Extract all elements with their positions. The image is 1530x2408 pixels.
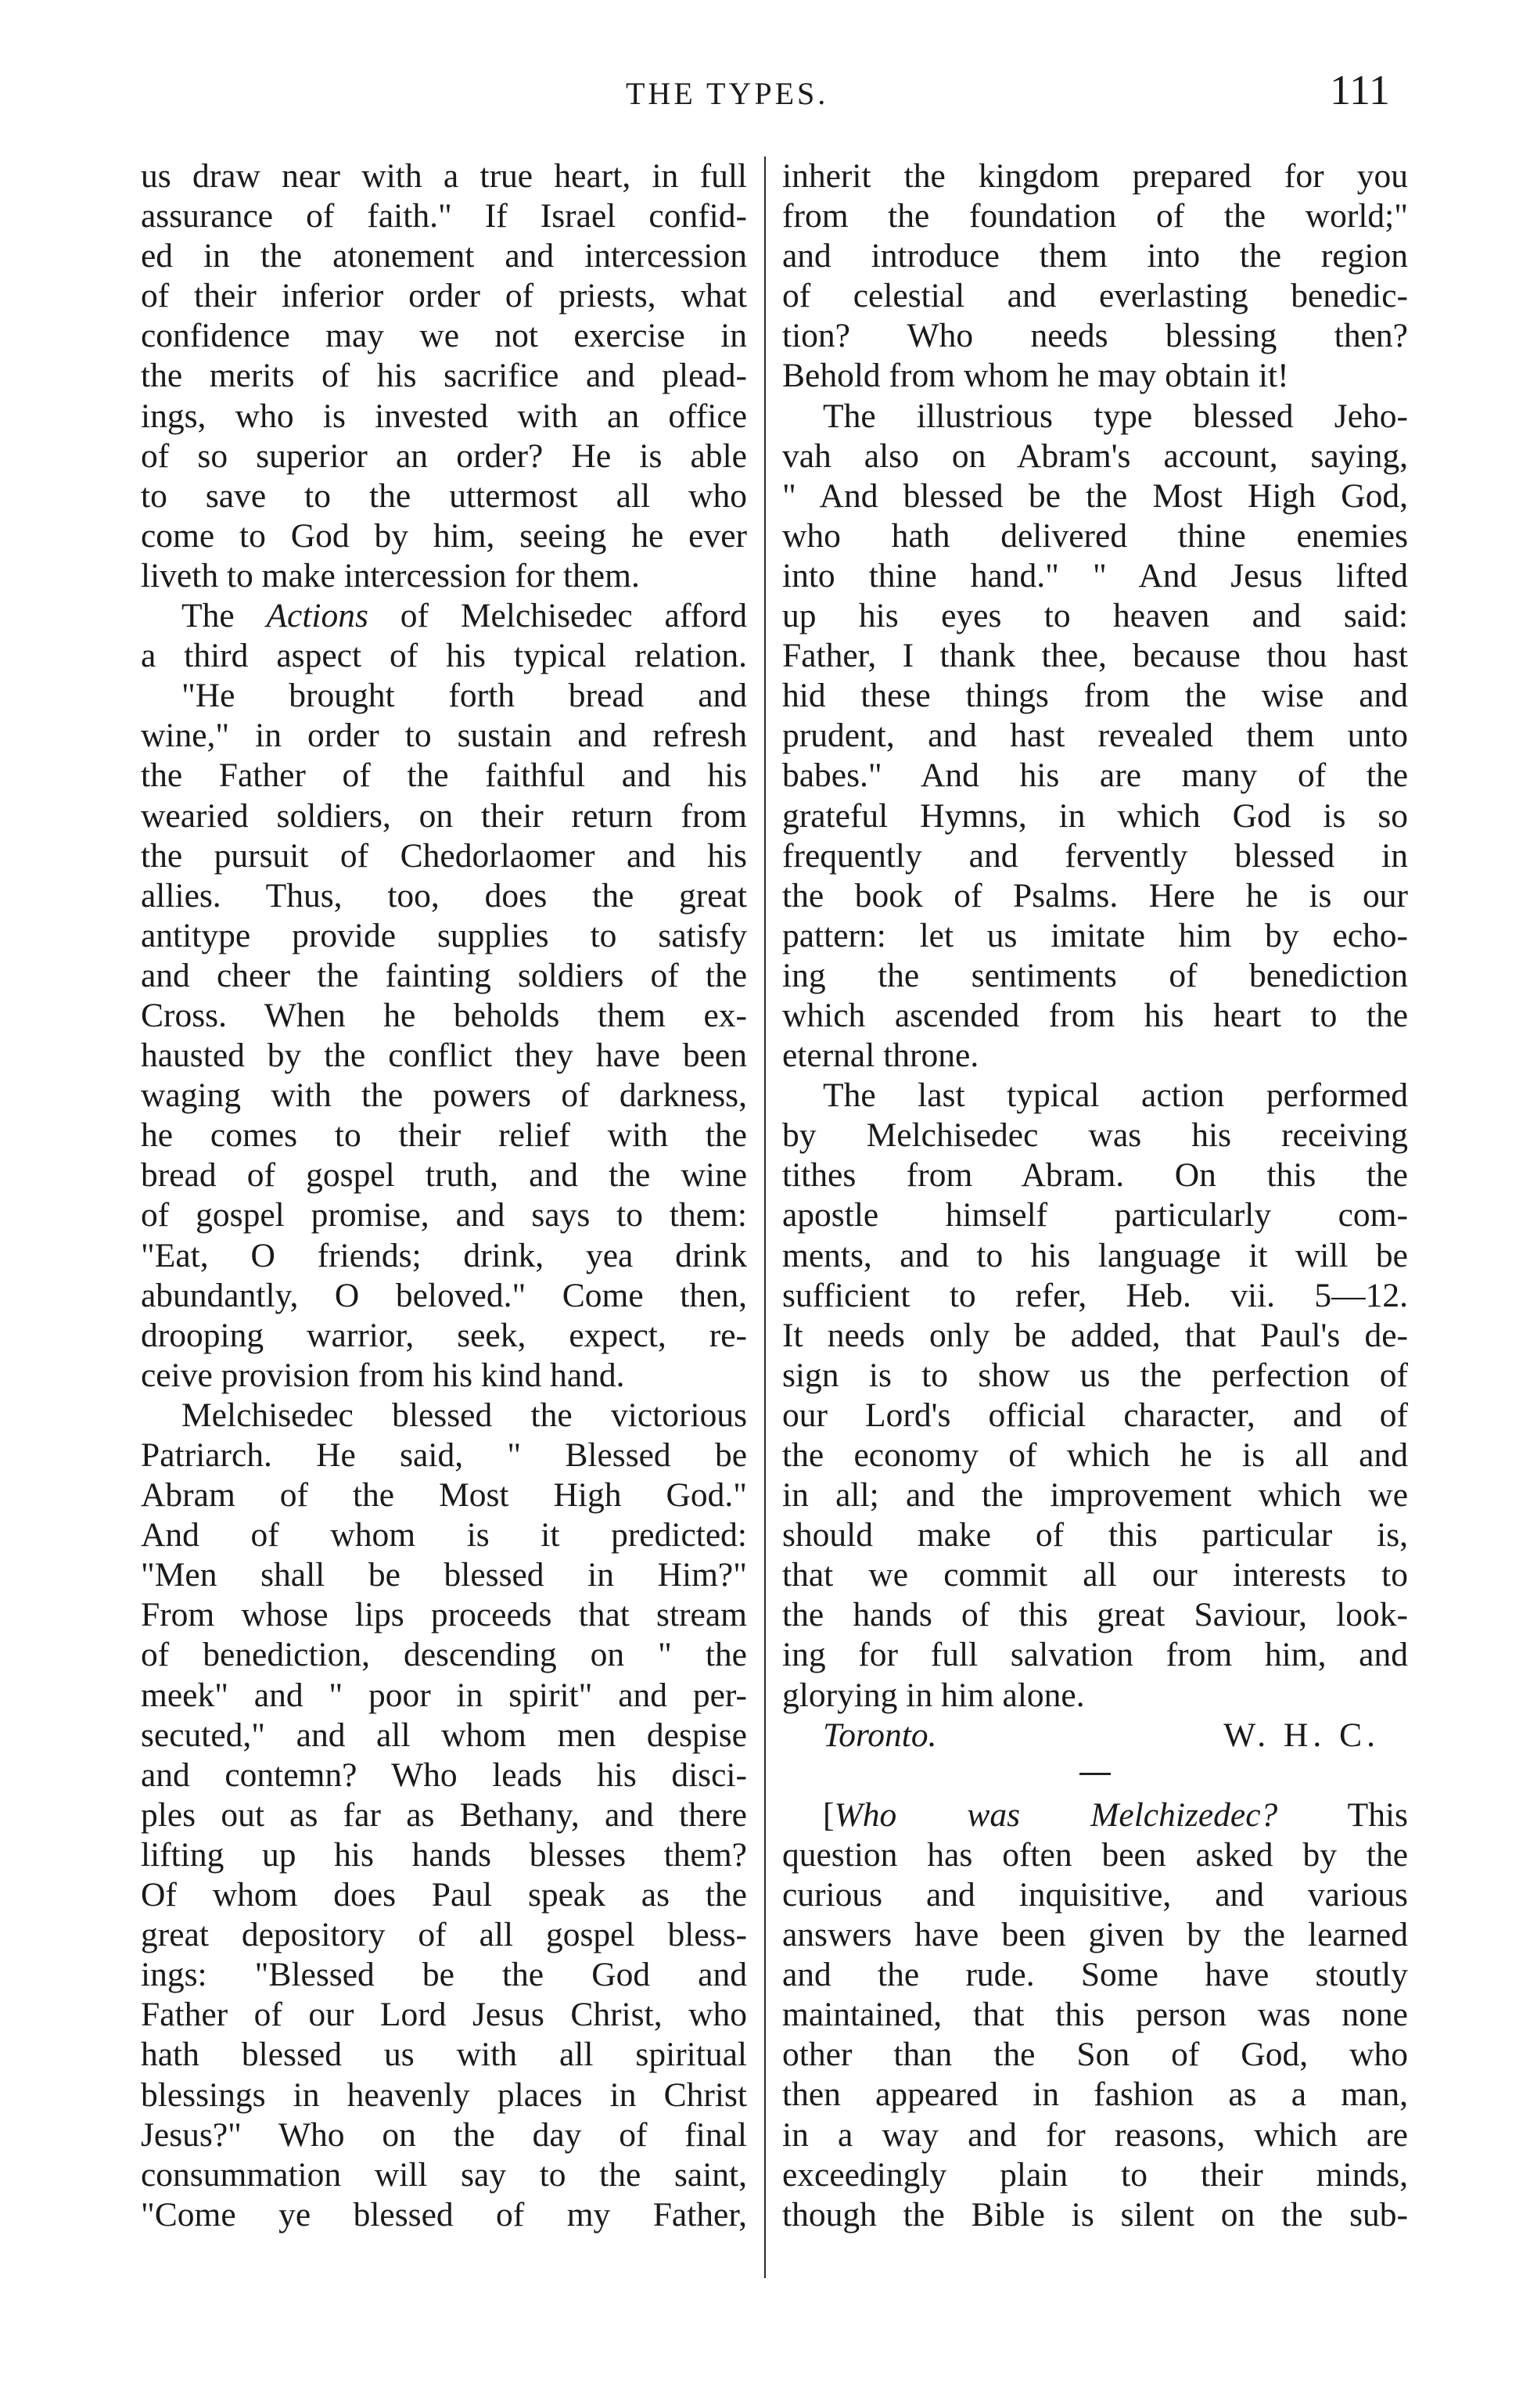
text-line: the merits of his sacrifice and plead- [141, 357, 747, 395]
text-line: the economy of which he is all and [782, 1436, 1408, 1474]
left-column [141, 156, 747, 2235]
text-line: frequently and fervently blessed in [782, 836, 1408, 875]
text-line: eternal throne. [782, 1037, 979, 1075]
text-line: Jesus?" Who on the day of final [141, 2115, 747, 2154]
text-line: "He brought forth bread and [181, 677, 747, 715]
text-line: ings, who is invested with an office [141, 397, 747, 435]
text-line: tion? Who needs blessing then? [782, 317, 1408, 355]
text-line: grateful Hymns, in which God is so [782, 796, 1408, 835]
text-line: maintained, that this person was none [782, 1996, 1408, 2034]
text-line: wearied soldiers, on their return from [141, 796, 747, 835]
text-line: of their inferior order of priests, what [141, 277, 747, 315]
text-line: hid these things from the wise and [782, 677, 1408, 715]
right-column [782, 156, 1408, 2235]
text-line: and the rude. Some have stoutly [782, 1956, 1408, 1994]
text-line: Melchisedec blessed the victorious [181, 1396, 747, 1434]
text-line: "Eat, O friends; drink, yea drink [141, 1236, 747, 1274]
text-line: Abram of the Most High God." [141, 1476, 747, 1515]
text-line: sufficient to refer, Heb. vii. 5—12. [782, 1276, 1408, 1314]
text-line: From whose lips proceeds that stream [141, 1596, 747, 1634]
text-line: ceive provision from his kind hand. [141, 1356, 625, 1394]
text-line: abundantly, O beloved." Come then, [141, 1276, 747, 1314]
text-line: of gospel promise, and says to them: [141, 1196, 747, 1235]
section-dash [1079, 1773, 1111, 1775]
text-line: us draw near with a true heart, in full [141, 157, 747, 195]
text-line: by Melchisedec was his receiving [782, 1116, 1408, 1155]
text-line: ing for full salvation from him, and [782, 1636, 1408, 1674]
text-line: ments, and to his language it will be [782, 1236, 1408, 1274]
page-number: 111 [1330, 66, 1390, 113]
text-line: antitype provide supplies to satisfy [141, 916, 747, 954]
text-line: Of whom does Paul speak as the [141, 1876, 747, 1914]
text-line: Father, I thank thee, because thou hast [782, 637, 1408, 675]
text-line: a third aspect of his typical relation. [141, 637, 747, 675]
text-line: curious and inquisitive, and various [782, 1875, 1408, 1914]
text-line: Patriarch. He said, " Blessed be [141, 1436, 747, 1474]
text-run: This [1277, 1795, 1408, 1834]
text-line: It needs only be added, that Paul's de- [782, 1316, 1408, 1354]
text-line: then appeared in fashion as a man, [782, 2076, 1408, 2114]
text-line: Behold from whom he may obtain it! [782, 357, 1289, 395]
text-line: And of whom is it predicted: [141, 1516, 747, 1554]
text-line: liveth to make intercession for them. [141, 556, 640, 595]
text-line: allies. Thus, too, does the great [141, 876, 747, 915]
text-line: apostle himself particularly com- [782, 1196, 1408, 1235]
text-line: assurance of faith." If Israel confid- [141, 197, 747, 235]
text-line: glorying in him alone. [782, 1676, 1085, 1714]
text-line: and introduce them into the region [782, 237, 1408, 275]
text-line: question has often been asked by the [782, 1835, 1408, 1874]
text-line: lifting up his hands blesses them? [141, 1835, 747, 1874]
text-run: The [181, 597, 267, 635]
text-line: drooping warrior, seek, expect, re- [141, 1316, 747, 1354]
text-line [782, 1795, 1408, 1835]
text-line: vah also on Abram's account, saying, [782, 437, 1408, 475]
text-line: " And blessed be the Most High God, [782, 476, 1408, 515]
text-line: other than the Son of God, who [782, 2036, 1408, 2074]
text-line: waging with the powers of darkness, [141, 1076, 747, 1115]
signature-line [782, 1716, 1408, 1756]
text-line: ings: "Blessed be the God and [141, 1956, 747, 1994]
text-line: "Come ye blessed of my Father, [141, 2195, 747, 2234]
text-line: blessings in heavenly places in Christ [141, 2076, 747, 2114]
text-line: The last typical action performed [823, 1076, 1408, 1115]
running-title: THE TYPES. [626, 76, 829, 111]
text-line: inherit the kingdom prepared for you [782, 157, 1408, 195]
signature-place: Toronto. [823, 1716, 937, 1754]
text-run: of Melchisedec afford [368, 597, 747, 635]
text-line: come to God by him, seeing he ever [141, 516, 747, 555]
text-line: Cross. When he beholds them ex- [141, 996, 747, 1034]
text-line: great depository of all gospel bless- [141, 1916, 747, 1954]
text-line: that we commit all our interests to [782, 1556, 1408, 1594]
text-line: the pursuit of Chedorlaomer and his [141, 836, 747, 875]
text-line: to save to the uttermost all who [141, 476, 747, 515]
italic-term: Actions [266, 597, 368, 635]
text-line: wine," in order to sustain and refresh [141, 717, 747, 755]
text-line: exceedingly plain to their minds, [782, 2155, 1408, 2194]
text-line: and cheer the fainting soldiers of the [141, 956, 747, 994]
text-line: he comes to their relief with the [141, 1116, 747, 1155]
open-bracket: [ [823, 1795, 835, 1834]
text-line: answers have been given by the learned [782, 1916, 1408, 1954]
text-line: up his eyes to heaven and said: [782, 597, 1408, 635]
text-line: in all; and the improvement which we [782, 1476, 1408, 1515]
text-line: hausted by the conflict they have been [141, 1037, 747, 1075]
signature-initials: W. H. C. [1223, 1716, 1380, 1754]
text-line: bread of gospel truth, and the wine [141, 1156, 747, 1195]
text-line: sign is to show us the perfection of [782, 1356, 1408, 1394]
text-line: though the Bible is silent on the sub- [782, 2195, 1408, 2234]
text-line: the Father of the faithful and his [141, 757, 747, 795]
column-divider [764, 156, 766, 2278]
text-line: hath blessed us with all spiritual [141, 2036, 747, 2074]
text-line: The illustrious type blessed Jeho- [823, 397, 1408, 435]
italic-question: Who was Melchizedec? [834, 1795, 1278, 1834]
text-line: ing the sentiments of benediction [782, 956, 1408, 994]
text-line: of celestial and everlasting benedic- [782, 277, 1408, 315]
text-line: should make of this particular is, [782, 1516, 1408, 1554]
text-line: who hath delivered thine enemies [782, 516, 1408, 555]
text-line: ed in the atonement and intercession [141, 237, 747, 275]
text-line: the book of Psalms. Here he is our [782, 876, 1408, 915]
text-line: tithes from Abram. On this the [782, 1156, 1408, 1195]
text-line: and contemn? Who leads his disci- [141, 1756, 747, 1794]
text-line: meek" and " poor in spirit" and per- [141, 1676, 747, 1714]
text-line: babes." And his are many of the [782, 757, 1408, 795]
text-line: of so superior an order? He is able [141, 437, 747, 475]
text-line: into thine hand." " And Jesus lifted [782, 556, 1408, 595]
text-line: secuted," and all whom men despise [141, 1716, 747, 1754]
text-line: the hands of this great Saviour, look- [782, 1596, 1408, 1634]
text-line: pattern: let us imitate him by echo- [782, 916, 1408, 954]
text-line: ples out as far as Bethany, and there [141, 1795, 747, 1834]
text-line: of benediction, descending on " the [141, 1636, 747, 1674]
text-line: in a way and for reasons, which are [782, 2115, 1408, 2154]
text-line: "Men shall be blessed in Him?" [141, 1556, 747, 1594]
text-line: our Lord's official character, and of [782, 1396, 1408, 1434]
text-line [141, 596, 747, 636]
text-line: from the foundation of the world;" [782, 197, 1408, 235]
text-line: confidence may we not exercise in [141, 317, 747, 355]
text-line: prudent, and hast revealed them unto [782, 717, 1408, 755]
text-line: which ascended from his heart to the [782, 996, 1408, 1034]
text-line: Father of our Lord Jesus Christ, who [141, 1996, 747, 2034]
text-line: consummation will say to the saint, [141, 2155, 747, 2194]
